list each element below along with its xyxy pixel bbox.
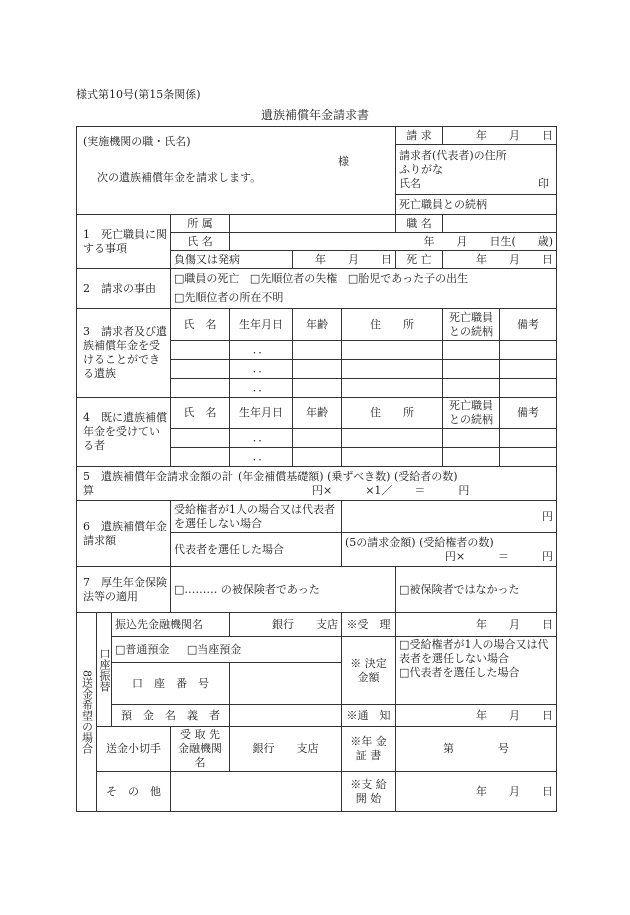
s1-label: 1 死亡職員に関する事項 <box>77 215 171 269</box>
reason-missing-checkbox[interactable]: □先順位者の所在不明 <box>174 291 284 305</box>
receiving-bank-field[interactable]: 銀行 支店 <box>230 727 342 772</box>
shozoku-field[interactable] <box>230 215 396 233</box>
agency-cell <box>77 127 396 215</box>
seal-label: 印 <box>538 177 550 190</box>
request-text: 次の遺族補償年金を請求します。 <box>97 171 262 184</box>
juri-date[interactable]: 年 月 日 <box>396 613 557 637</box>
relationship-label[interactable]: 死亡職員との続柄 <box>396 195 557 215</box>
s5-label: 5 遺族補償年金請求金額の計算 <box>83 469 233 497</box>
s3-col-age: 年齢 <box>293 309 342 341</box>
reason-birth-checkbox[interactable]: □胎児であった子の出生 <box>347 271 469 285</box>
other-field[interactable] <box>171 772 342 812</box>
furigana-label: ふりがな <box>399 163 444 176</box>
s3-col-address: 住 所 <box>342 309 443 341</box>
sama-label: 様 <box>338 155 350 168</box>
futsu-checkbox[interactable]: □普通預金 <box>115 642 170 656</box>
shokumei-label: 職 名 <box>396 215 443 233</box>
table-row: ．． <box>77 429 557 448</box>
s4-col-note: 備考 <box>500 398 557 429</box>
death-date[interactable]: 年 月 日 <box>443 251 557 269</box>
s2-label: 2 請求の事由 <box>77 269 171 309</box>
s6-row1-amount[interactable]: 円 <box>342 501 557 533</box>
s2-row2 <box>171 289 557 309</box>
form-number: 様式第10号(第15条関係) <box>76 88 201 101</box>
shosho-field[interactable]: 第 号 <box>396 727 557 772</box>
s4-label: 4 既に遺族補償年金を受けている者 <box>77 398 171 467</box>
s6-row2-label: 代表者を選任した場合 <box>171 533 342 567</box>
s6-row2-head: (5の請求金額) (受給権者の数) <box>345 535 494 549</box>
s5-cell <box>77 467 557 501</box>
acct-no-label: 口 座 番 号 <box>112 663 230 705</box>
s3-col-rel: 死亡職員との続柄 <box>443 309 500 341</box>
seikyu-label: 請 求 <box>396 127 443 145</box>
reason-death-checkbox[interactable]: □職員の死亡 <box>174 271 240 285</box>
shozoku-label: 所 属 <box>171 215 230 233</box>
birth-field[interactable]: 年 月 日生( 歳) <box>230 233 557 251</box>
tsuchi-date[interactable]: 年 月 日 <box>396 705 557 727</box>
bank-label: 振込先金融機関名 <box>112 613 230 637</box>
seikyu-date[interactable]: 年 月 日 <box>443 127 557 145</box>
shokumei-field[interactable] <box>443 215 557 233</box>
form-title: 遺族補償年金請求書 <box>260 108 369 122</box>
shikyu-label: ※支 給 開 始 <box>342 772 396 812</box>
toza-checkbox[interactable]: □当座預金 <box>186 642 242 656</box>
s3-col-birth: 生年月日 <box>230 309 293 341</box>
table-row: ．． <box>77 448 557 467</box>
s3-col-name: 氏 名 <box>171 309 230 341</box>
tsuchi-label: ※通 知 <box>342 705 396 727</box>
s4-col-name: 氏 名 <box>171 398 230 429</box>
kettei-opt1[interactable]: □受給権者が1人の場合又は代表者を選任しない場合 <box>399 638 549 665</box>
s3-col-note: 備考 <box>500 309 557 341</box>
receiving-bank-label: 受 取 先 金融機関名 <box>171 727 230 772</box>
kettei-label: ※ 決定金額 <box>342 637 396 705</box>
claimant-cell[interactable] <box>396 145 557 195</box>
table-row: ．． <box>77 360 557 379</box>
injury-label: 負傷又は発病 <box>171 251 293 269</box>
claimant-address-label: 請求者(代表者)の住所 <box>399 149 507 162</box>
s4-col-rel: 死亡職員との続柄 <box>443 398 500 429</box>
shikyu-date[interactable]: 年 月 日 <box>396 772 557 812</box>
holder-field[interactable] <box>230 705 342 727</box>
shosho-label: ※年 金 証 書 <box>342 727 396 772</box>
s7-opt1[interactable]: □……… の被保険者であった <box>171 567 396 613</box>
acct-no-field[interactable] <box>230 663 342 705</box>
kouza-furikae-label: 口座振替 <box>97 613 112 727</box>
other-label: そ の 他 <box>97 772 171 812</box>
s4-col-address: 住 所 <box>342 398 443 429</box>
reason-forfeit-checkbox[interactable]: □先順位者の失権 <box>249 271 338 285</box>
agency-label: (実施機関の職・氏名) <box>83 135 191 148</box>
bank-field[interactable]: 銀行 支店 <box>230 613 342 637</box>
s4-col-birth: 生年月日 <box>230 398 293 429</box>
s7-label: 7 厚生年金保険法等の適用 <box>77 567 171 613</box>
shimei-label: 氏 名 <box>171 233 230 251</box>
s4-col-age: 年齢 <box>293 398 342 429</box>
s6-row2-cell[interactable] <box>342 533 557 567</box>
s6-row1-label: 受給権者が1人の場合又は代表者を選任しない場合 <box>171 501 342 533</box>
s8-label: 8送金希望の場合 <box>77 613 97 812</box>
s7-opt2[interactable]: □被保険者ではなかった <box>396 567 557 613</box>
s6-row2-formula: 円× ＝ 円 <box>444 549 554 563</box>
injury-date[interactable]: 年 月 日 <box>293 251 396 269</box>
holder-label: 預 金 名 義 者 <box>112 705 230 727</box>
s5-formula-head: (年金補償基礎額) (乗ずべき数) (受給者の数) <box>238 469 458 483</box>
kettei-cell <box>396 637 557 705</box>
kettei-opt2[interactable]: □代表者を選任した場合 <box>399 666 520 679</box>
deposit-type <box>112 637 342 663</box>
name-label: 氏名 <box>399 177 422 190</box>
check-label: 送金小切手 <box>97 727 171 772</box>
table-row: ．． <box>77 341 557 360</box>
claim-form-table <box>76 126 557 812</box>
s2-row1 <box>171 269 557 289</box>
death-label: 死 亡 <box>396 251 443 269</box>
table-row: ．． <box>77 379 557 398</box>
s6-label: 6 遺族補償年金請求額 <box>77 501 171 567</box>
s3-label: 3 請求者及び遺族補償年金を受けることができる遺族 <box>77 309 171 398</box>
juri-label: ※受 理 <box>342 613 396 637</box>
s5-formula[interactable]: 円× ×1／ ＝ 円 <box>312 483 470 497</box>
